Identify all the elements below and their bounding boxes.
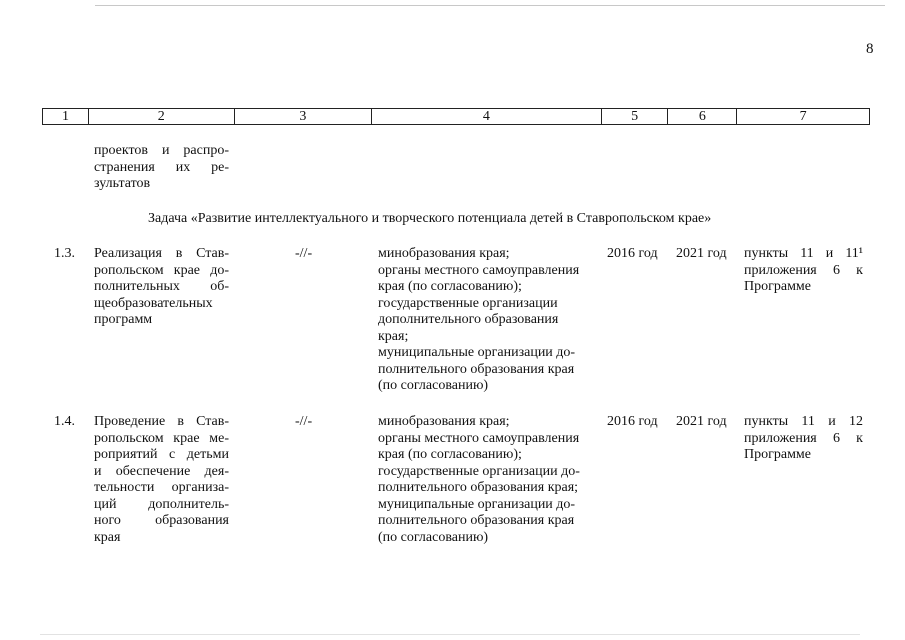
ditto-mark: -//- xyxy=(295,414,313,429)
page-number: 8 xyxy=(866,41,874,57)
header-col-3: 3 xyxy=(235,109,373,124)
text-line: ропольском крае ме- xyxy=(94,430,229,446)
row-number: 1.3. xyxy=(54,246,75,261)
row-number: 1.4. xyxy=(54,414,75,429)
header-col-6: 6 xyxy=(668,109,737,124)
text-line: органы местного самоуправления xyxy=(378,262,580,278)
text-line: минобразования края; xyxy=(378,246,510,261)
row-executors xyxy=(378,246,598,395)
header-col-4: 4 xyxy=(372,109,601,124)
header-col-7: 7 xyxy=(799,109,807,124)
start-year: 2016 год xyxy=(607,414,658,429)
continued-row-name xyxy=(94,143,229,193)
text-line: края xyxy=(94,529,121,545)
text-line: минобразования края; xyxy=(378,414,510,429)
text-line: Программе xyxy=(744,447,811,462)
row-executors xyxy=(378,414,598,546)
header-col-2: 2 xyxy=(89,109,235,124)
text-line: (по согласованию) xyxy=(378,378,489,393)
text-line: края; xyxy=(378,328,409,344)
text-line: Проведение в Став- xyxy=(94,414,229,429)
row-reference xyxy=(744,246,863,296)
text-line: муниципальные организации до- xyxy=(378,496,576,512)
text-line: края (по согласованию); xyxy=(378,279,522,294)
text-line: полнительных об- xyxy=(94,279,229,294)
row-name xyxy=(94,246,229,329)
text-line: приложения 6 к xyxy=(744,430,863,446)
text-line: щеобразовательных xyxy=(94,295,213,311)
end-year: 2021 год xyxy=(676,414,727,429)
text-line: странения их ре- xyxy=(94,159,229,175)
text-line: и обеспечение дея- xyxy=(94,463,229,479)
text-line: полнительного образования края xyxy=(378,513,575,528)
text-line: дополнительного образования xyxy=(378,312,559,327)
header-col-1: 1 xyxy=(43,109,89,124)
text-line: полнительного образования края; xyxy=(378,480,579,495)
text-line: органы местного самоуправления xyxy=(378,430,580,446)
text-line: (по согласованию) xyxy=(378,529,489,545)
text-line: Реализация в Став- xyxy=(94,246,229,261)
start-year: 2016 год xyxy=(607,246,658,261)
row-name xyxy=(94,414,229,546)
header-col-5: 5 xyxy=(602,109,669,124)
text-line: муниципальные организации до- xyxy=(378,345,576,360)
text-line: государственные организации до- xyxy=(378,463,580,479)
text-line: зультатов xyxy=(94,176,151,191)
text-line: ций дополнитель- xyxy=(94,496,229,512)
text-line: тельности организа- xyxy=(94,480,229,495)
text-line: полнительного образования края xyxy=(378,361,575,377)
text-line: роприятий с детьми xyxy=(94,447,229,462)
table-header-row xyxy=(42,108,870,125)
text-line: края (по согласованию); xyxy=(378,447,522,462)
task-heading: Задача «Развитие интеллектуального и творческого потенциала детей в Ставропольском крае» xyxy=(148,211,712,226)
end-year: 2021 год xyxy=(676,246,727,261)
text-line: Программе xyxy=(744,279,811,294)
text-line: проектов и распро- xyxy=(94,143,229,158)
text-line: пункты 11 и 11¹ xyxy=(744,246,863,261)
text-line: ропольском крае до- xyxy=(94,262,229,278)
text-line: пункты 11 и 12 xyxy=(744,414,863,429)
text-line: приложения 6 к xyxy=(744,262,863,278)
row-reference xyxy=(744,414,863,464)
ditto-mark: -//- xyxy=(295,246,313,261)
text-line: программ xyxy=(94,312,153,327)
text-line: ного образования xyxy=(94,513,229,528)
text-line: государственные организации xyxy=(378,295,558,311)
